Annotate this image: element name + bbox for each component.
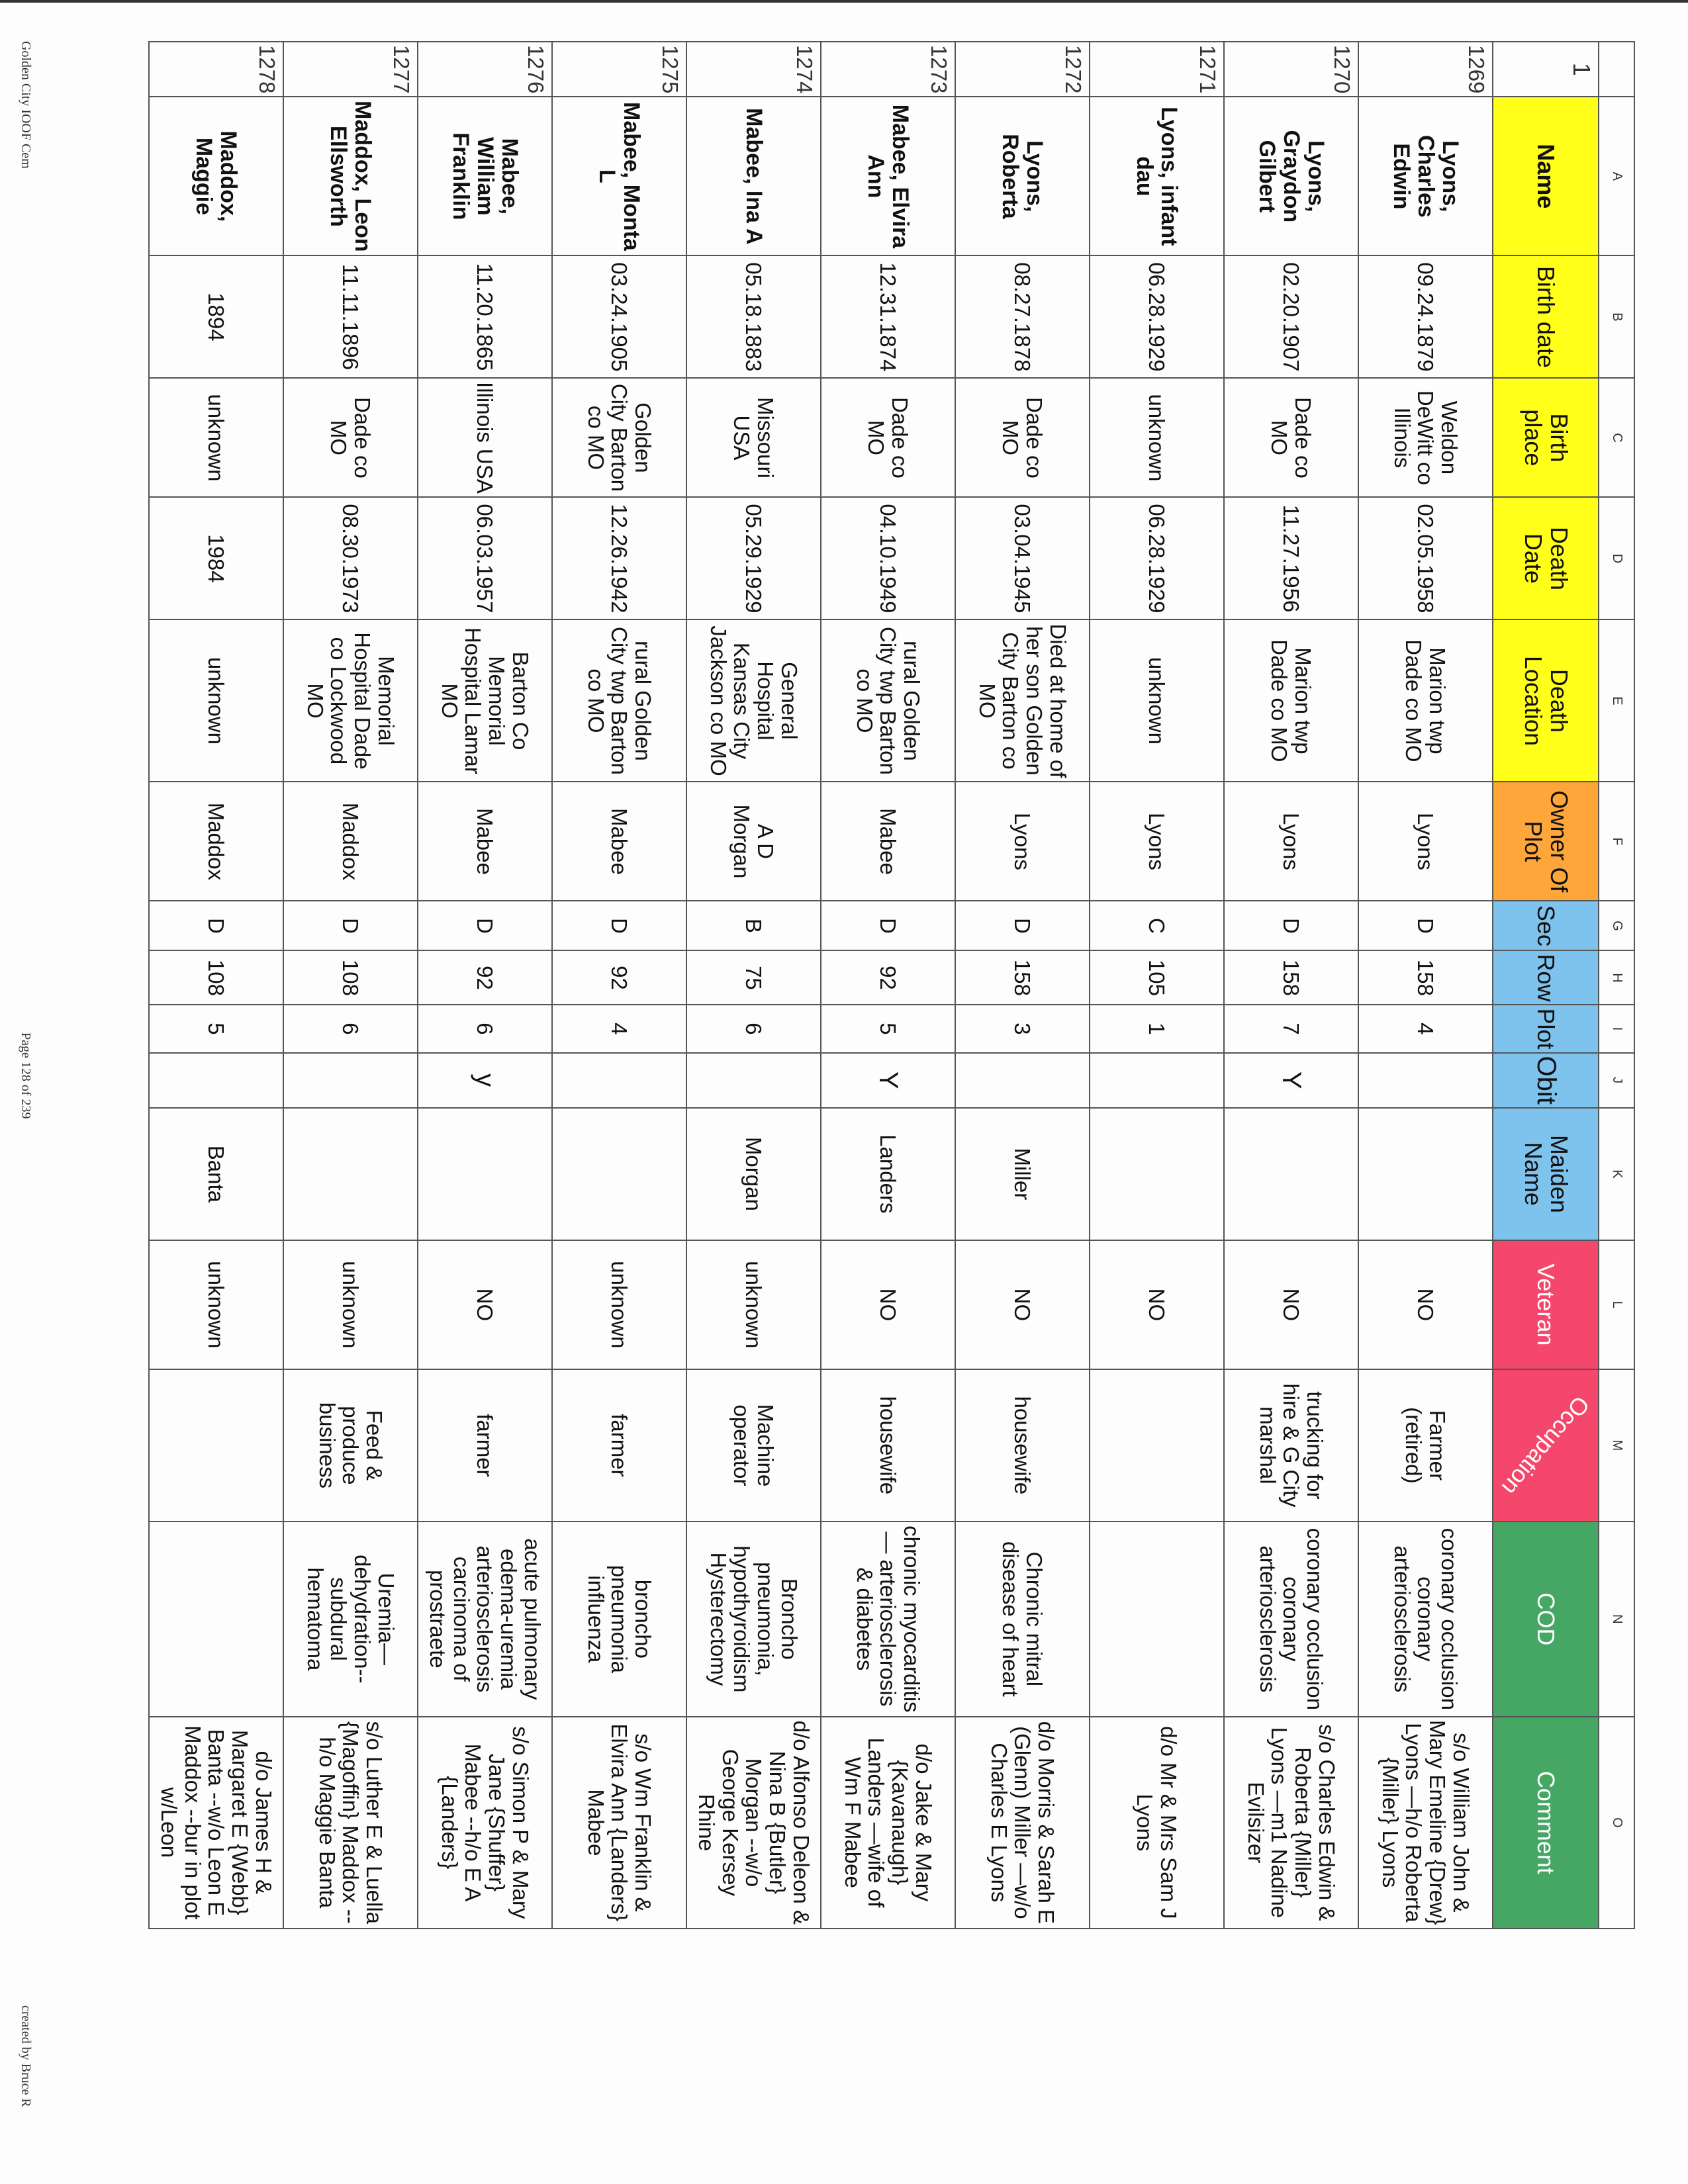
maiden-name-cell: Miller [955,1108,1090,1240]
name-cell: Maddox, Leon Ellsworth [283,97,418,255]
plot-cell: 4 [1358,1005,1493,1052]
column-letter: F [1599,782,1634,901]
birth-date-cell: 08.27.1878 [955,255,1090,378]
comment-cell: d/o Jake & Mary {Kavanaugh} Landers —wife of Wm F Mabee [821,1717,955,1929]
name-cell: Mabee, Ina A [686,97,821,255]
occupation-cell: housewife [821,1369,955,1522]
cod-cell: chronic myocarditis— arteriosclerosis & diabetes [821,1522,955,1717]
row-number: 1272 [955,42,1090,97]
column-letter: D [1599,497,1634,619]
header-death-date: Death Date [1493,497,1599,619]
record-row [283,42,418,1929]
obit-cell [283,1053,418,1108]
comment-cell: s/o Wm Franklin & Elvira Ann {Landers} Mabee [552,1717,686,1929]
death-location-cell: rural Golden City twp Barton co MO [552,619,686,782]
obit-cell: y [418,1053,552,1108]
header-plot: Plot [1493,1005,1599,1052]
birth-date-cell: 09.24.1879 [1358,255,1493,378]
column-letter: J [1599,1053,1634,1108]
record-row [1358,42,1493,1929]
cod-cell: coronary occlusion coronary arteriosclerosis [1358,1522,1493,1717]
row-cell: 105 [1090,950,1224,1005]
birth-place-cell: Golden City Barton co MO [552,378,686,497]
name-cell: Maddox, Maggie [149,97,283,255]
cod-cell [1090,1522,1224,1717]
death-date-cell: 06.28.1929 [1090,497,1224,619]
obit-cell [149,1053,283,1108]
footer-center: Page 128 of 239 [19,1032,33,1119]
cod-cell: Uremia— dehydration-- subdural hematoma [283,1522,418,1717]
veteran-cell: unknown [149,1240,283,1369]
plot-cell: 4 [552,1005,686,1052]
header-row: Row [1493,950,1599,1005]
owner-of-plot-cell: Mabee [821,782,955,901]
death-date-cell: 06.03.1957 [418,497,552,619]
owner-of-plot-cell: Lyons [1090,782,1224,901]
row-number: 1278 [149,42,283,97]
death-location-cell: Died at home of her son Golden City Barton co MO [955,619,1090,782]
death-location-cell: Marion twp Dade co MO [1224,619,1358,782]
sec-cell: D [821,901,955,950]
column-letter: G [1599,901,1634,950]
header-occupation: Occupation [1497,1390,1595,1501]
death-date-cell: 08.30.1973 [283,497,418,619]
cemetery-records-table [148,41,1635,1929]
birth-date-cell: 02.20.1907 [1224,255,1358,378]
maiden-name-cell [1090,1108,1224,1240]
maiden-name-cell: Morgan [686,1108,821,1240]
birth-date-cell: 11.20.1865 [418,255,552,378]
comment-cell: d/o Mr & Mrs Sam J Lyons [1090,1717,1224,1929]
veteran-cell: NO [1090,1240,1224,1369]
comment-cell: s/o William John & Mary Emeline {Drew} Lyons —h/o Roberta {Miller} Lyons [1358,1717,1493,1929]
birth-place-cell: Dade co MO [821,378,955,497]
row-number: 1277 [283,42,418,97]
sec-cell: B [686,901,821,950]
obit-cell [552,1053,686,1108]
death-location-cell: rural Golden City twp Barton co MO [821,619,955,782]
occupation-cell: Machine operator [686,1369,821,1522]
comment-cell: s/o Luther E & Luella {Magoffin} Maddox --h/o Maggie Banta [283,1717,418,1929]
death-date-cell: 12.26.1942 [552,497,686,619]
header-comment: Comment [1493,1717,1599,1929]
column-letter: H [1599,950,1634,1005]
comment-cell: d/o James H & Margaret E {Webb} Banta --w/o Leon E Maddox --bur in plot w/Leon [149,1717,283,1929]
column-letter-row [1599,42,1634,1929]
maiden-name-cell [283,1108,418,1240]
row-cell: 158 [1358,950,1493,1005]
plot-cell: 3 [955,1005,1090,1052]
obit-cell [1090,1053,1224,1108]
owner-of-plot-cell: Mabee [552,782,686,901]
birth-place-cell: Dade co MO [955,378,1090,497]
owner-of-plot-cell: A D Morgan [686,782,821,901]
veteran-cell: unknown [283,1240,418,1369]
name-cell: Lyons, infant dau [1090,97,1224,255]
occupation-cell: farmer [418,1369,552,1522]
row-number: 1269 [1358,42,1493,97]
veteran-cell: NO [1358,1240,1493,1369]
column-letter: A [1599,97,1634,255]
death-location-cell: General Hospital Kansas City Jackson co MO [686,619,821,782]
name-cell: Lyons, Charles Edwin [1358,97,1493,255]
owner-of-plot-cell: Lyons [955,782,1090,901]
column-letter: B [1599,255,1634,378]
row-cell: 75 [686,950,821,1005]
record-row [1224,42,1358,1929]
comment-cell: d/o Morris & Sarah E (Glenn) Miller —w/o Charles E Lyons [955,1717,1090,1929]
sec-cell: D [1224,901,1358,950]
row-number: 1273 [821,42,955,97]
sec-cell: D [283,901,418,950]
occupation-cell: trucking for hire & G City marshal [1224,1369,1358,1522]
header-name: Name [1493,97,1599,255]
name-cell: Mabee, William Franklin [418,97,552,255]
row-cell: 158 [955,950,1090,1005]
maiden-name-cell: Landers [821,1108,955,1240]
maiden-name-cell [1358,1108,1493,1240]
column-letter: K [1599,1108,1634,1240]
record-row [149,42,283,1929]
cod-cell: coronary occlusion coronary arteriosclerosis [1224,1522,1358,1717]
comment-cell: d/o Alfonso Deleon & Nina B {Butler} Morgan --w/o George Kersey Rhine [686,1717,821,1929]
record-row [552,42,686,1929]
column-letter: E [1599,619,1634,782]
death-date-cell: 11.27.1956 [1224,497,1358,619]
header-occupation-cell [1493,1369,1599,1522]
birth-date-cell: 05.18.1883 [686,255,821,378]
row-number: 1 [1493,42,1599,97]
name-cell: Mabee, Monta L [552,97,686,255]
plot-cell: 1 [1090,1005,1224,1052]
death-location-cell: unknown [149,619,283,782]
sec-cell: D [955,901,1090,950]
death-date-cell: 02.05.1958 [1358,497,1493,619]
record-row [686,42,821,1929]
death-date-cell: 05.29.1929 [686,497,821,619]
birth-place-cell: Weldon DeWitt co Illinois [1358,378,1493,497]
owner-of-plot-cell: Maddox [283,782,418,901]
header-obit: Obit [1493,1053,1599,1108]
row-cell: 92 [418,950,552,1005]
cod-cell: acute pulmonary edema-uremia arteriosclerosis carcinoma of prostraete [418,1522,552,1717]
obit-cell [1358,1053,1493,1108]
row-cell: 108 [149,950,283,1005]
column-letter [1599,42,1634,97]
birth-date-cell: 11.11.1896 [283,255,418,378]
plot-cell: 6 [418,1005,552,1052]
maiden-name-cell [1224,1108,1358,1240]
birth-date-cell: 12.31.1874 [821,255,955,378]
death-date-cell: 03.04.1945 [955,497,1090,619]
comment-cell: s/o Charles Edwin & Roberta {Miller} Lyons —m1 Nadine Evilsizer [1224,1717,1358,1929]
record-row [1090,42,1224,1929]
occupation-cell: Feed & produce business [283,1369,418,1522]
occupation-cell [149,1369,283,1522]
header-birth-date: Birth date [1493,255,1599,378]
plot-cell: 7 [1224,1005,1358,1052]
row-number: 1275 [552,42,686,97]
row-cell: 108 [283,950,418,1005]
cod-cell [149,1522,283,1717]
header-sec: Sec [1493,901,1599,950]
header-owner-of-plot: Owner Of Plot [1493,782,1599,901]
column-letter: N [1599,1522,1634,1717]
death-date-cell: 04.10.1949 [821,497,955,619]
veteran-cell: unknown [552,1240,686,1369]
veteran-cell: NO [418,1240,552,1369]
birth-date-cell: 06.28.1929 [1090,255,1224,378]
occupation-cell [1090,1369,1224,1522]
cod-cell: Broncho pneumonia, hypothyroidism Hysterectomy [686,1522,821,1717]
owner-of-plot-cell: Lyons [1224,782,1358,901]
birth-place-cell: Dade co MO [283,378,418,497]
plot-cell: 6 [686,1005,821,1052]
name-cell: Lyons, Roberta [955,97,1090,255]
name-cell: Lyons, Graydon Gilbert [1224,97,1358,255]
plot-cell: 5 [149,1005,283,1052]
obit-cell [686,1053,821,1108]
record-row [418,42,552,1929]
maiden-name-cell [418,1108,552,1240]
maiden-name-cell [552,1108,686,1240]
sec-cell: D [552,901,686,950]
birth-place-cell: unknown [1090,378,1224,497]
obit-cell: Y [1224,1053,1358,1108]
sec-cell: D [418,901,552,950]
row-number: 1276 [418,42,552,97]
maiden-name-cell: Banta [149,1108,283,1240]
occupation-cell: Farmer (retired) [1358,1369,1493,1522]
sec-cell: C [1090,901,1224,950]
birth-place-cell: unknown [149,378,283,497]
birth-place-cell: Illinois USA [418,378,552,497]
record-row [821,42,955,1929]
cod-cell: broncho pneumonia influenza [552,1522,686,1717]
obit-cell: Y [821,1053,955,1108]
death-date-cell: 1984 [149,497,283,619]
comment-cell: s/o Simon P & Mary Jane {Shuffer} Mabee --h/o E A {Landers} [418,1717,552,1929]
plot-cell: 6 [283,1005,418,1052]
owner-of-plot-cell: Lyons [1358,782,1493,901]
cod-cell: Chronic mitral disease of heart [955,1522,1090,1717]
birth-date-cell: 1894 [149,255,283,378]
row-number: 1274 [686,42,821,97]
footer-left: Golden City IOOF Cem [19,41,33,169]
plot-cell: 5 [821,1005,955,1052]
column-letter: L [1599,1240,1634,1369]
header-birth-place: Birth place [1493,378,1599,497]
obit-cell [955,1053,1090,1108]
column-letter: C [1599,378,1634,497]
row-number: 1270 [1224,42,1358,97]
birth-place-cell: Dade co MO [1224,378,1358,497]
death-location-cell: Barton Co Memorial Hospital Lamar MO [418,619,552,782]
record-row [955,42,1090,1929]
sec-cell: D [149,901,283,950]
column-letter: O [1599,1717,1634,1929]
death-location-cell: Memorial Hospital Dade co Lockwood MO [283,619,418,782]
header-cod: COD [1493,1522,1599,1717]
veteran-cell: NO [1224,1240,1358,1369]
column-letter: I [1599,1005,1634,1052]
sec-cell: D [1358,901,1493,950]
veteran-cell: unknown [686,1240,821,1369]
death-location-cell: Marion twp Dade co MO [1358,619,1493,782]
veteran-cell: NO [955,1240,1090,1369]
row-cell: 92 [821,950,955,1005]
occupation-cell: farmer [552,1369,686,1522]
column-letter: M [1599,1369,1634,1522]
footer-right: created by Bruce R [19,2005,33,2107]
header-death-location: Death Location [1493,619,1599,782]
header-veteran: Veteran [1493,1240,1599,1369]
row-number: 1271 [1090,42,1224,97]
occupation-cell: housewife [955,1369,1090,1522]
header-row [1493,42,1599,1929]
header-maiden-name: Maiden Name [1493,1108,1599,1240]
birth-place-cell: Missouri USA [686,378,821,497]
owner-of-plot-cell: Maddox [149,782,283,901]
owner-of-plot-cell: Mabee [418,782,552,901]
birth-date-cell: 03.24.1905 [552,255,686,378]
veteran-cell: NO [821,1240,955,1369]
row-cell: 158 [1224,950,1358,1005]
name-cell: Mabee, Elvira Ann [821,97,955,255]
row-cell: 92 [552,950,686,1005]
death-location-cell: unknown [1090,619,1224,782]
